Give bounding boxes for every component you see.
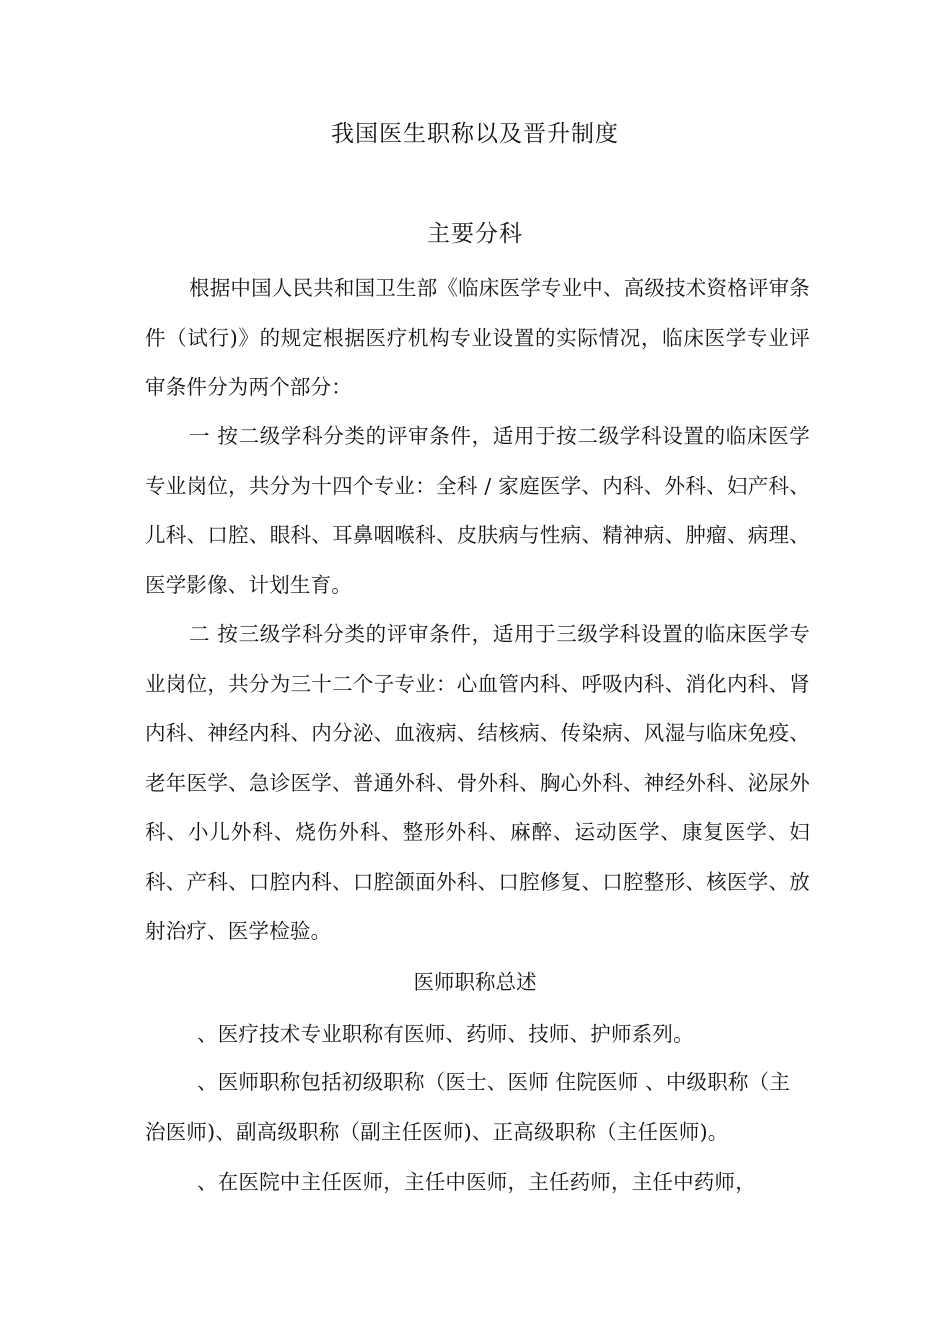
paragraph-second-level: 一 按二级学科分类的评审条件，适用于按二级学科设置的临床医学专业岗位，共分为十四个专业：全科 / 家庭医学、内科、外科、妇产科、儿科、口腔、眼科、耳鼻咽喉科、皮肤病与性病、精神病、肿瘤、病理、医学影像、计划生育。 (145, 424, 810, 597)
document-title: 我国医生职称以及晋升制度 (331, 121, 619, 147)
list-item: 、医师职称包括初级职称（医士、医师 住院医师 、中级职称（主治医师)、副高级职称（副主任医师)、正高级职称（主任医师)。 (145, 1070, 791, 1144)
paragraph-intro: 根据中国人民共和国卫生部《临床医学专业中、高级技术资格评审条件（试行)》的规定根据医疗机构专业设置的实际情况，临床医学专业评审条件分为两个部分： (145, 276, 810, 399)
list-item: 、医疗技术专业职称有医师、药师、技师、护师系列。 (197, 1022, 694, 1046)
section-heading: 主要分科 (427, 221, 523, 247)
paragraph-third-level: 二 按三级学科分类的评审条件，适用于三级学科设置的临床医学专业岗位，共分为三十二个子专业：心血管内科、呼吸内科、消化内科、肾内科、神经内科、内分泌、血液病、结核病、传染病、风湿与临床免疫、老年医学、急诊医学、普通外科、骨外科、胸心外科、神经外科、泌尿外科、小儿外科、烧伤外科、整形外科、麻醉、运动医学、康复医学、妇科、产科、口腔内科、口腔颌面外科、口腔修复、口腔整形、核医学、放射治疗、医学检验。 (145, 622, 810, 943)
list-item: 、在医院中主任医师，主任中医师，主任药师，主任中药师， (197, 1170, 756, 1194)
sub-heading: 医师职称总述 (413, 970, 537, 994)
